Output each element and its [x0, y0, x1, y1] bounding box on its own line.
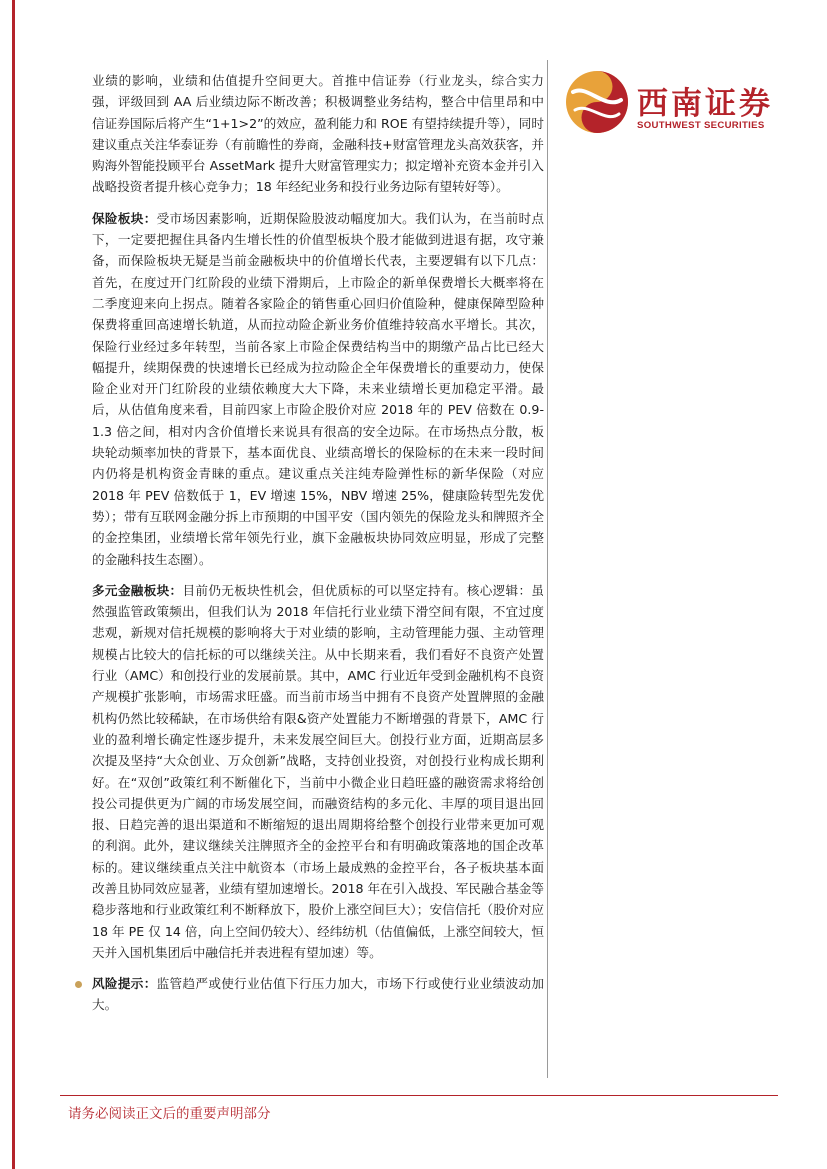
risk-text: 监管趋严或使行业估值下行压力加大，市场下行或使行业业绩波动加大。 [92, 976, 545, 1013]
brand-name-en: SOUTHWEST SECURITIES [637, 120, 765, 131]
left-margin-rule [12, 0, 15, 1169]
brand-logo [565, 70, 775, 134]
brand-name-cn: 西南证券 [637, 86, 773, 122]
paragraph-diversified-finance [92, 580, 544, 963]
body-text [92, 70, 544, 1026]
footer-rule [60, 1095, 778, 1096]
bullet-icon [75, 981, 82, 988]
paragraph-text: 目前仍无板块性机会，但优质标的可以坚定持有。核心逻辑：虽然强监管政策频出，但我们认为 2018 年信托行业业绩下滑空间有限，不宜过度悲观，新规对信托规模的影响将大于对业绩的影响，主动管理能力强、主动管理规模占比较大的信托标的可以继续关注。从中长期来看，我们看好不良资产处置行业（AMC）和创投行业的发展前景。其中，AMC 行业近年受到金融机构不良资产规模扩张影响，市场需求旺盛。而当前市场当中拥有不良资产处置牌照的金融机构仍然比较稀缺，在市场供给有限&资产处置能力不断增强的背景下，AMC 行业的盈利增长确定性逐步提升，未来发展空间巨大。创投行业方面，近期高层多次提及坚持“大众创业、万众创新”战略，支持创业投资，对创投行业构成长期利好。在“双创”政策红利不断催化下，当前中小微企业日趋旺盛的融资需求将给创投公司提供更为广阔的市场发展空间，而融资结构的多元化、丰厚的项目退出回报、日趋完善的退出渠道和不断缩短的退出周期将给整个创投行业带来更加可观的利润。此外，建议继续关注牌照齐全的金控平台和有明确政策落地的国企改革标的。建议继续重点关注中航资本（市场上最成熟的金控平台，各子板块基本面改善且协同效应显著，业绩有望加速增长。2018 年在引入战投、军民融合基金等稳步落地和行业政策红利不断释放下，股价上涨空间巨大）；安信信托（股价对应 18 年 PE 仅 14 倍，向上空间仍较大）、经纬纺机（估值偏低，上涨空间较大，恒天并入国机集团后中融信托并表进程有望加速）等。 [92, 582, 545, 960]
risk-lead: 风险提示： [92, 976, 157, 992]
paragraph-insurance [92, 208, 544, 570]
section-lead-diversified: 多元金融板块： [92, 582, 183, 598]
section-lead-insurance: 保险板块： [92, 210, 157, 226]
paragraph-securities [92, 70, 544, 198]
paragraph-text: 受市场因素影响，近期保险股波动幅度加大。我们认为，在当前时点下，一定要把握住具备内生增长性的价值型板块个股才能做到进退有据，攻守兼备，而保险板块无疑是当前金融板块中的价值增长代表，主要逻辑有以下几点：首先，在度过开门红阶段的业绩下滑期后，上市险企的新单保费增长大概率将在二季度迎来向上拐点。随着各家险企的销售重心回归价值险种，健康保障型险种保费将重回高速增长轨道，从而拉动险企新业务价值维持较高水平增长。其次，保险行业经过多年转型，当前各家上市险企保费结构当中的期缴产品占比已经大幅提升，续期保费的快速增长已经成为拉动险企全年保费增长的重要动力，使保险企业对开门红阶段的业绩依赖度大大下降，未来业绩增长更加稳定平滑。最后，从估值角度来看，目前四家上市险企股价对应 2018 年的 PEV 倍数在 0.9-1.3 倍之间，相对内含价值增长来说具有很高的安全边际。在市场热点分散，板块轮动频率加快的背景下，基本面优良、业绩高增长的保险标的在未来一段时间内仍将是机构资金青睐的重点。建议重点关注纯寿险弹性标的新华保险（对应 2018 年 PEV 倍数低于 1，EV 增速 15%，NBV 增速 25%，健康险转型先发优势）；带有互联网金融分拆上市预期的中国平安（国内领先的保险龙头和牌照齐全的金控集团，业绩增长常年领先行业，旗下金融板块协同效应明显，形成了完整的金融科技生态圈）。 [92, 210, 545, 567]
paragraph-text: 业绩的影响，业绩和估值提升空间更大。首推中信证券（行业龙头，综合实力强，评级回到 AA 后业绩边际不断改善；积极调整业务结构，整合中信里昂和中信证券国际后将产生“1+1>2”的效应，盈利能力和 ROE 有望持续提升等），同时建议重点关注华泰证券（有前瞻性的券商，金融科技+财富管理龙头高效获客，并购海外智能投顾平台 AssetMark 提升大财富管理实力；拟定增补充资本金并引入战略投资者提升核心竞争力；18 年经纪业务和投行业务边际有望转好等）。 [92, 73, 544, 195]
risk-warning [92, 973, 544, 1016]
brand-logo-icon [565, 70, 629, 134]
column-divider [547, 60, 548, 1078]
footer-disclaimer: 请务必阅读正文后的重要声明部分 [68, 1106, 271, 1122]
